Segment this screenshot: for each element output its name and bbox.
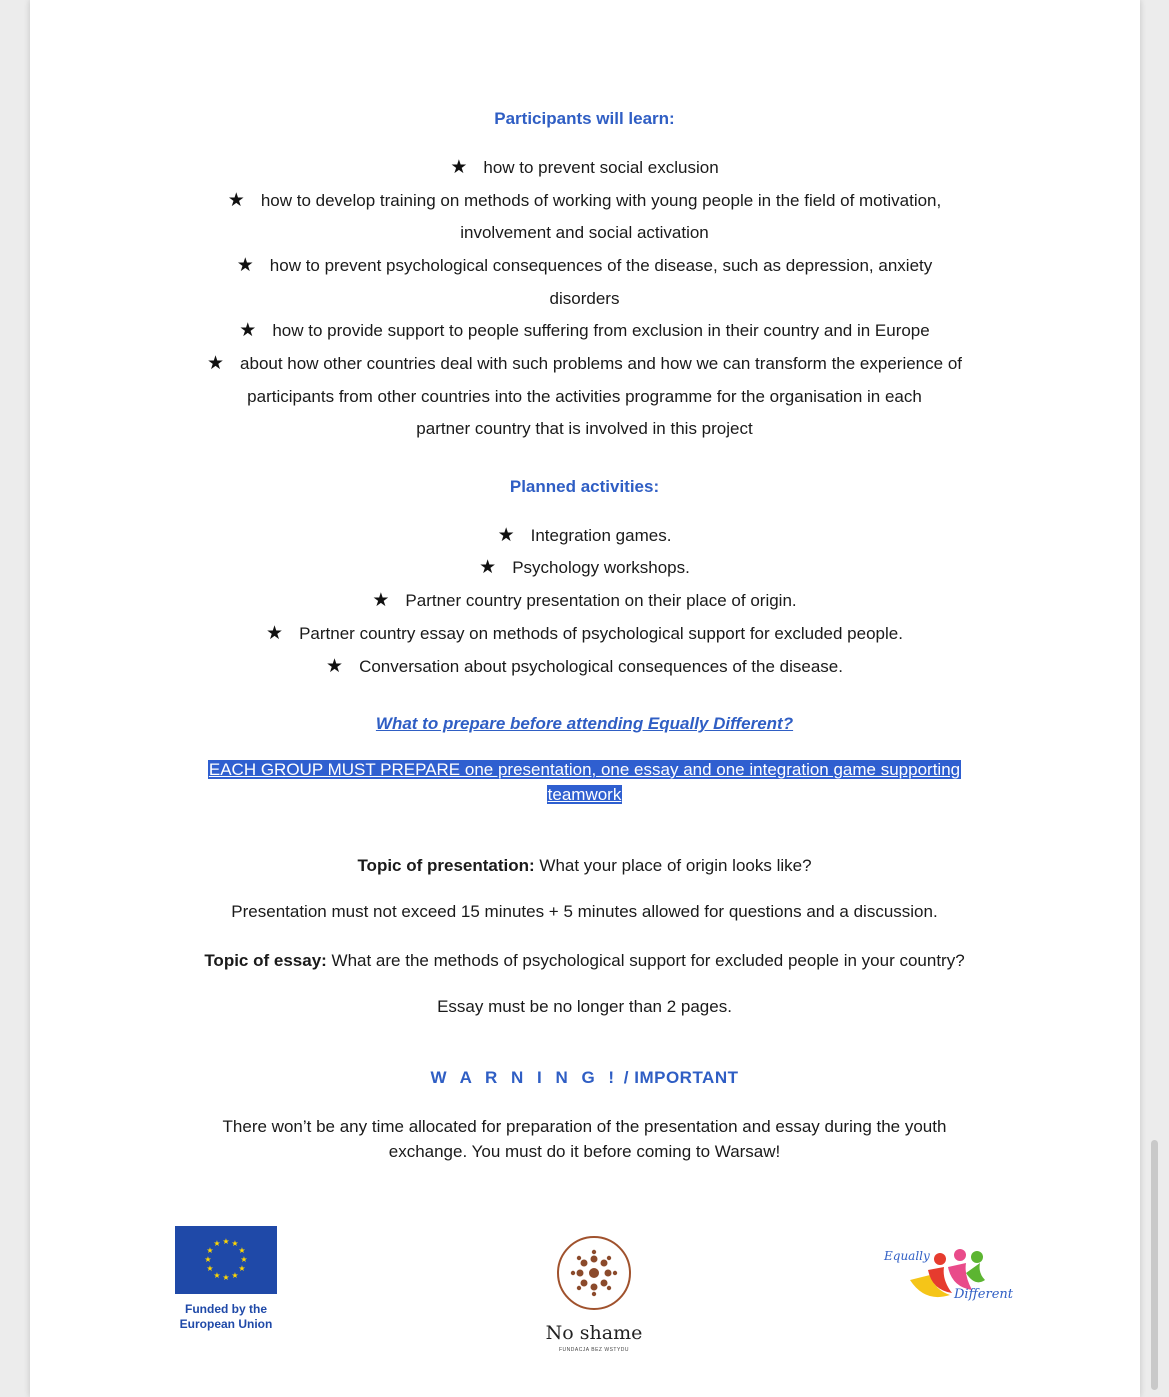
mandala-icon (555, 1234, 633, 1312)
equally-different-logo (880, 1245, 1015, 1311)
star-icon: ★ (227, 190, 245, 211)
svg-text:★: ★ (213, 1239, 221, 1248)
eu-text-line: Funded by the (185, 1302, 267, 1316)
learn-item-text: about how other countries deal with such problems and how we can transform the experience of (240, 354, 962, 373)
warning-important-text: / IMPORTANT (618, 1068, 739, 1087)
star-icon: ★ (266, 623, 284, 644)
no-shame-logo (555, 1234, 633, 1312)
warning-spaced-text: W A R N I N G ! (430, 1068, 619, 1087)
learn-item (0, 353, 1169, 375)
svg-text:★: ★ (231, 1271, 239, 1280)
prepare-highlight-line[interactable] (0, 784, 1169, 806)
learn-item-text: how to provide support to people suffering from exclusion in their country and in Europe (272, 321, 930, 340)
learn-item (0, 255, 1169, 277)
star-icon: ★ (450, 157, 468, 178)
activity-item (0, 590, 1169, 612)
activity-item-text: Conversation about psychological consequences of the disease. (359, 657, 843, 676)
essay-rule: Essay must be no longer than 2 pages. (437, 997, 732, 1016)
no-shame-name: No shame (545, 1322, 643, 1344)
essay-topic-text: What are the methods of psychological support for excluded people in your country? (326, 951, 965, 970)
activity-item (0, 525, 1169, 547)
learn-item-text: how to develop training on methods of working with young people in the field of motivation, (260, 191, 942, 210)
warning-text: exchange. You must do it before coming to Warsaw! (388, 1142, 781, 1161)
learn-item-continuation: participants from other countries into the activities programme for the organisation in each (247, 387, 922, 406)
star-icon: ★ (372, 590, 390, 611)
presentation-topic (0, 855, 1169, 877)
star-icon: ★ (206, 353, 225, 374)
svg-text:★: ★ (231, 1239, 239, 1248)
warning-text: There won’t be any time allocated for preparation of the presentation and essay during the youth (222, 1117, 947, 1136)
learn-item-text: how to prevent psychological consequences of the disease, such as depression, anxiety (269, 256, 933, 275)
svg-text:★: ★ (206, 1264, 214, 1273)
learn-item (0, 320, 1169, 342)
learn-item-text: how to prevent social exclusion (483, 158, 719, 177)
svg-text:★: ★ (238, 1246, 246, 1255)
activity-item (0, 656, 1169, 678)
star-icon: ★ (326, 656, 344, 677)
svg-text:★: ★ (238, 1264, 246, 1273)
activity-item-text: Partner country essay on methods of psychological support for excluded people. (299, 624, 903, 643)
no-shame-subtitle: FUNDACJA BEZ WSTYDU (558, 1347, 630, 1353)
warning-heading (0, 1067, 1169, 1089)
equally-word: Equally (884, 1249, 930, 1263)
different-word: Different (954, 1287, 1013, 1302)
highlighted-text[interactable]: EACH GROUP MUST PREPARE one presentation, one essay and one integration game supporting (208, 760, 961, 779)
prepare-heading[interactable]: What to prepare before attending Equally Different? (375, 714, 794, 733)
svg-text:★: ★ (222, 1273, 230, 1282)
activity-item (0, 557, 1169, 579)
activity-item-text: Psychology workshops. (512, 558, 690, 577)
learn-item (0, 190, 1169, 212)
svg-text:★: ★ (204, 1255, 212, 1264)
learn-item-continuation: partner country that is involved in this project (416, 419, 753, 438)
highlighted-text[interactable]: teamwork (547, 785, 622, 804)
learn-heading: Participants will learn: (494, 109, 675, 128)
svg-text:★: ★ (222, 1237, 230, 1246)
activities-heading: Planned activities: (509, 477, 660, 496)
eu-stars-icon (175, 1226, 277, 1294)
eu-text-line: European Union (179, 1317, 273, 1331)
eu-funded-text (160, 1302, 292, 1332)
vertical-scrollbar[interactable] (1151, 1140, 1158, 1390)
learn-item-continuation: involvement and social activation (460, 223, 709, 242)
essay-topic (0, 950, 1169, 972)
learn-item-continuation: disorders (549, 289, 620, 308)
prepare-highlight-line[interactable] (0, 759, 1169, 781)
presentation-rule: Presentation must not exceed 15 minutes + 5 minutes allowed for questions and a discussion. (231, 902, 938, 921)
svg-text:★: ★ (240, 1255, 248, 1264)
star-icon: ★ (236, 255, 254, 276)
eu-flag-logo (175, 1226, 277, 1294)
svg-text:★: ★ (206, 1246, 214, 1255)
essay-label: Topic of essay: (204, 951, 327, 970)
presentation-topic-text: What your place of origin looks like? (534, 856, 812, 875)
svg-text:★: ★ (213, 1271, 221, 1280)
star-icon: ★ (479, 557, 497, 578)
activity-item-text: Integration games. (530, 526, 672, 545)
presentation-label: Topic of presentation: (357, 856, 535, 875)
star-icon: ★ (497, 525, 515, 546)
activity-item-text: Partner country presentation on their place of origin. (405, 591, 797, 610)
activity-item (0, 623, 1169, 645)
star-icon: ★ (239, 320, 257, 341)
learn-item (0, 157, 1169, 179)
